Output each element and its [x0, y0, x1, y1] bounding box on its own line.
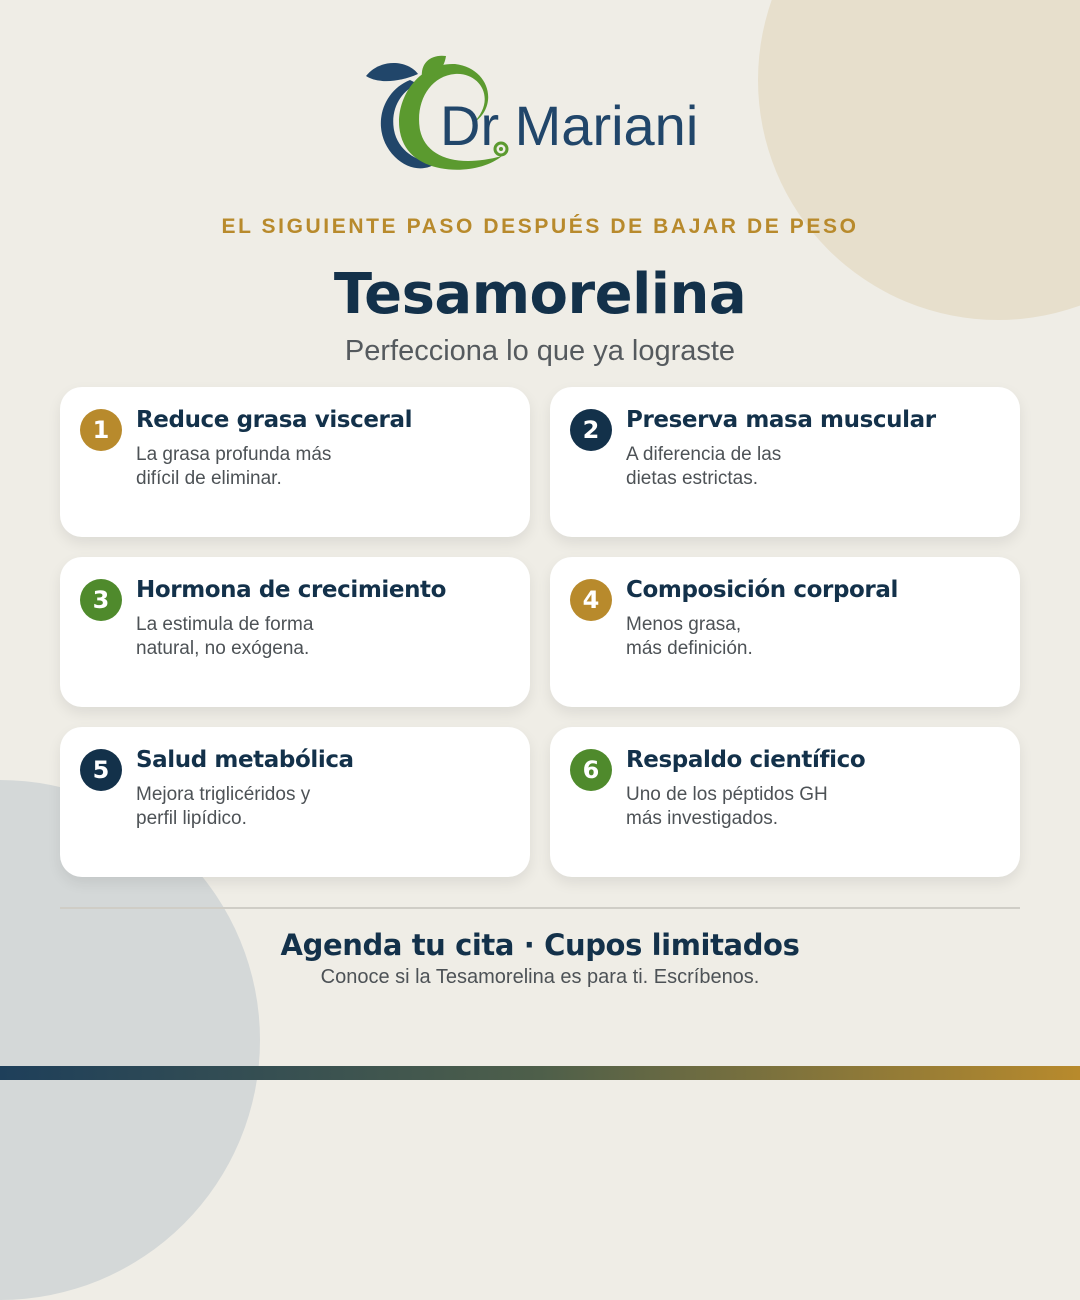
logo-text: Dr Mariani: [440, 94, 699, 157]
benefit-title: Respaldo científico: [626, 747, 866, 773]
benefit-card-3: [60, 557, 530, 707]
benefit-card-5: [60, 727, 530, 877]
cta-title: Agenda tu cita · Cupos limitados: [280, 928, 800, 962]
benefit-card-6: [550, 727, 1020, 877]
benefit-card-4: [550, 557, 1020, 707]
benefit-description: A diferencia de las dietas estrictas.: [626, 444, 782, 489]
benefit-title: Preserva masa muscular: [626, 407, 936, 433]
number-badge: 3: [80, 579, 122, 621]
number-badge: 5: [80, 749, 122, 791]
benefit-description: La estimula de forma natural, no exógena.: [136, 614, 314, 659]
number-badge: 2: [570, 409, 612, 451]
benefit-card-2: [550, 387, 1020, 537]
eyebrow-text: EL SIGUIENTE PASO DESPUÉS DE BAJAR DE PESO: [221, 215, 859, 238]
benefit-card-1: [60, 387, 530, 537]
divider: [60, 907, 1020, 909]
number-badge: 4: [570, 579, 612, 621]
cta-subtitle: Conoce si la Tesamorelina es para ti. Escríbenos.: [320, 966, 760, 988]
bottom-gradient-bar: [0, 1066, 1080, 1080]
benefit-title: Reduce grasa visceral: [136, 407, 413, 433]
benefit-title: Salud metabólica: [136, 747, 354, 773]
benefit-description: La grasa profunda más difícil de eliminar.: [136, 444, 332, 489]
number-badge: 6: [570, 749, 612, 791]
leaf-stethoscope-logo-icon: [360, 52, 730, 180]
dr-mariani-logo: [360, 52, 730, 180]
page-title: Tesamorelina: [333, 262, 747, 327]
page-subtitle: Perfecciona lo que ya lograste: [344, 335, 736, 367]
benefit-title: Composición corporal: [626, 577, 898, 603]
benefit-description: Mejora triglicéridos y perfil lipídico.: [136, 784, 311, 829]
number-badge: 1: [80, 409, 122, 451]
benefit-title: Hormona de crecimiento: [136, 577, 447, 603]
benefit-description: Menos grasa, más definición.: [626, 614, 753, 659]
benefit-description: Uno de los péptidos GH más investigados.: [626, 784, 828, 829]
